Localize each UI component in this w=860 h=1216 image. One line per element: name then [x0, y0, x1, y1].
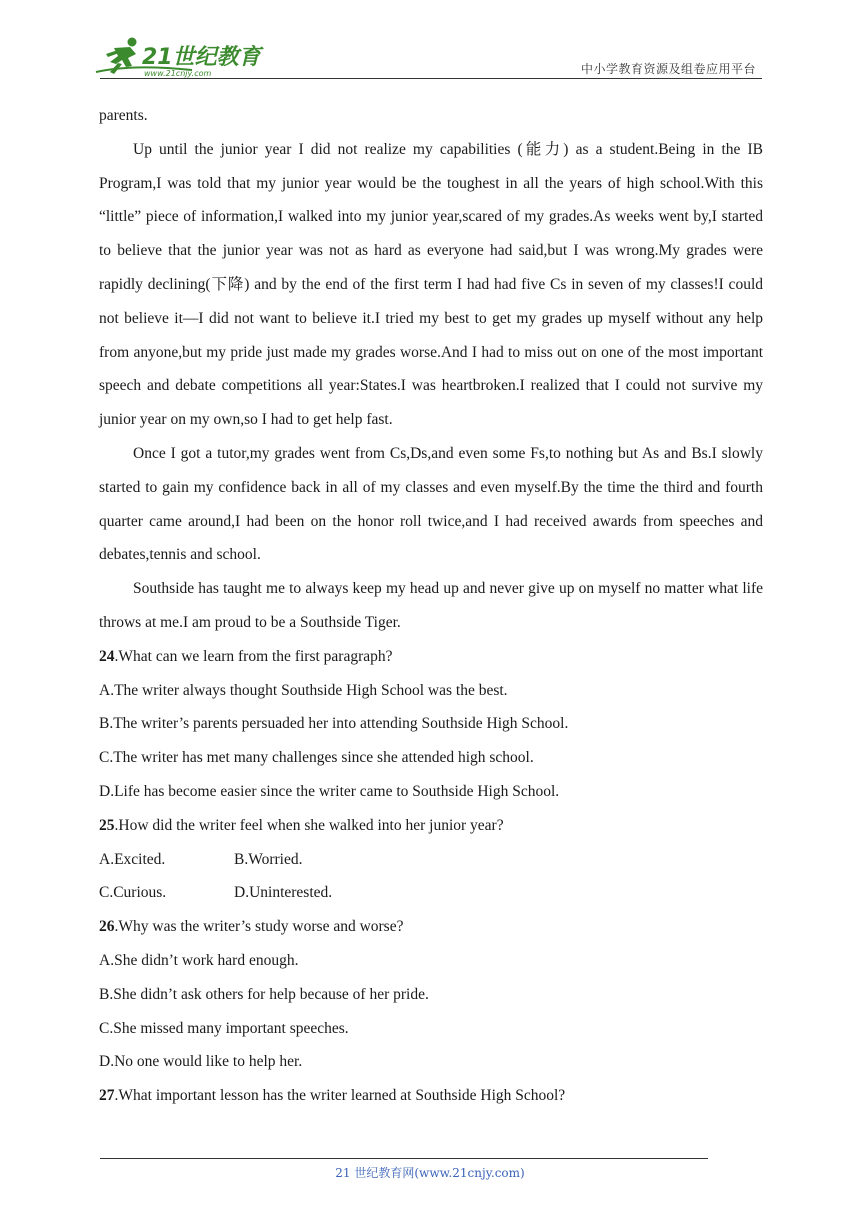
option: A.She didn’t work hard enough.: [99, 951, 299, 969]
question-27: [99, 1079, 763, 1113]
header-divider: [100, 78, 762, 79]
option: A.Excited.: [99, 850, 166, 868]
question-26: [99, 910, 763, 944]
question-number: 26: [99, 918, 115, 936]
question-25: [99, 809, 763, 843]
passage-paragraph: Up until the junior year I did not realize my capabilities (能力) as a student.Being in the IB Program,I was told that my junior year would be the toughest in all the years of high school.With this “little” piece of information,I walked into my junior year,scared of my grades.As weeks went by,I started to believe that the junior year was not as hard as everyone had said,but I was wrong.My grades were rapidly declining(下降) and by the end of the first term I had had five Cs in seven of my classes!I could not believe it—I did not want to believe it.I tried my best to get my grades up myself without any help from anyone,but my pride just made my grades worse.And I had to miss out on one of the most important speech and debate competitions all year:States.I was heartbroken.I realized that I could not survive my junior year on my own,so I had to get help fast.: [99, 140, 763, 429]
option-row: [99, 843, 763, 877]
passage-paragraph: Once I got a tutor,my grades went from Cs,Ds,and even some Fs,to nothing but As and Bs.I slowly started to gain my confidence back in all of my classes and even myself.By the time the third and fourth quarter came around,I had been on the honor roll twice,and I had received awards from speeches and debates,tennis and school.: [99, 444, 763, 564]
question-24: [99, 640, 763, 674]
footer-divider: [100, 1158, 708, 1159]
passage-paragraph: Southside has taught me to always keep my head up and never give up on myself no matter what life throws at me.I am proud to be a Southside Tiger.: [99, 580, 763, 631]
question-number: 27: [99, 1087, 115, 1105]
option: B.She didn’t ask others for help because of her pride.: [99, 985, 429, 1003]
option-row: [99, 876, 763, 910]
option: D.Uninterested.: [234, 884, 333, 902]
page-header: [92, 30, 762, 78]
logo-url: www.21cnjy.com: [144, 69, 212, 78]
question-stem: .How did the writer feel when she walked into her junior year?: [114, 816, 504, 834]
page-footer: 21 世纪教育网(www.21cnjy.com): [335, 1166, 525, 1180]
logo-text: 21世纪教育: [142, 45, 261, 70]
option: B.Worried.: [234, 850, 303, 868]
option: D.Life has become easier since the writer came to Southside High School.: [99, 782, 560, 800]
question-stem: .What can we learn from the first paragraph?: [114, 647, 393, 665]
question-stem: .Why was the writer’s study worse and worse?: [114, 918, 404, 936]
option: B.The writer’s parents persuaded her into attending Southside High School.: [99, 715, 569, 733]
passage-paragraph: parents.: [99, 107, 148, 124]
document-body: [99, 99, 763, 1113]
option: D.No one would like to help her.: [99, 1053, 303, 1071]
question-number: 25: [99, 816, 115, 834]
option: C.The writer has met many challenges since she attended high school.: [99, 749, 534, 767]
option: A.The writer always thought Southside High School was the best.: [99, 681, 508, 699]
header-platform-text: 中小学教育资源及组卷应用平台: [580, 62, 756, 76]
option: C.Curious.: [99, 884, 167, 902]
question-stem: .What important lesson has the writer learned at Southside High School?: [114, 1087, 566, 1105]
site-logo: [92, 34, 272, 78]
question-number: 24: [99, 647, 115, 665]
option: C.She missed many important speeches.: [99, 1019, 349, 1037]
